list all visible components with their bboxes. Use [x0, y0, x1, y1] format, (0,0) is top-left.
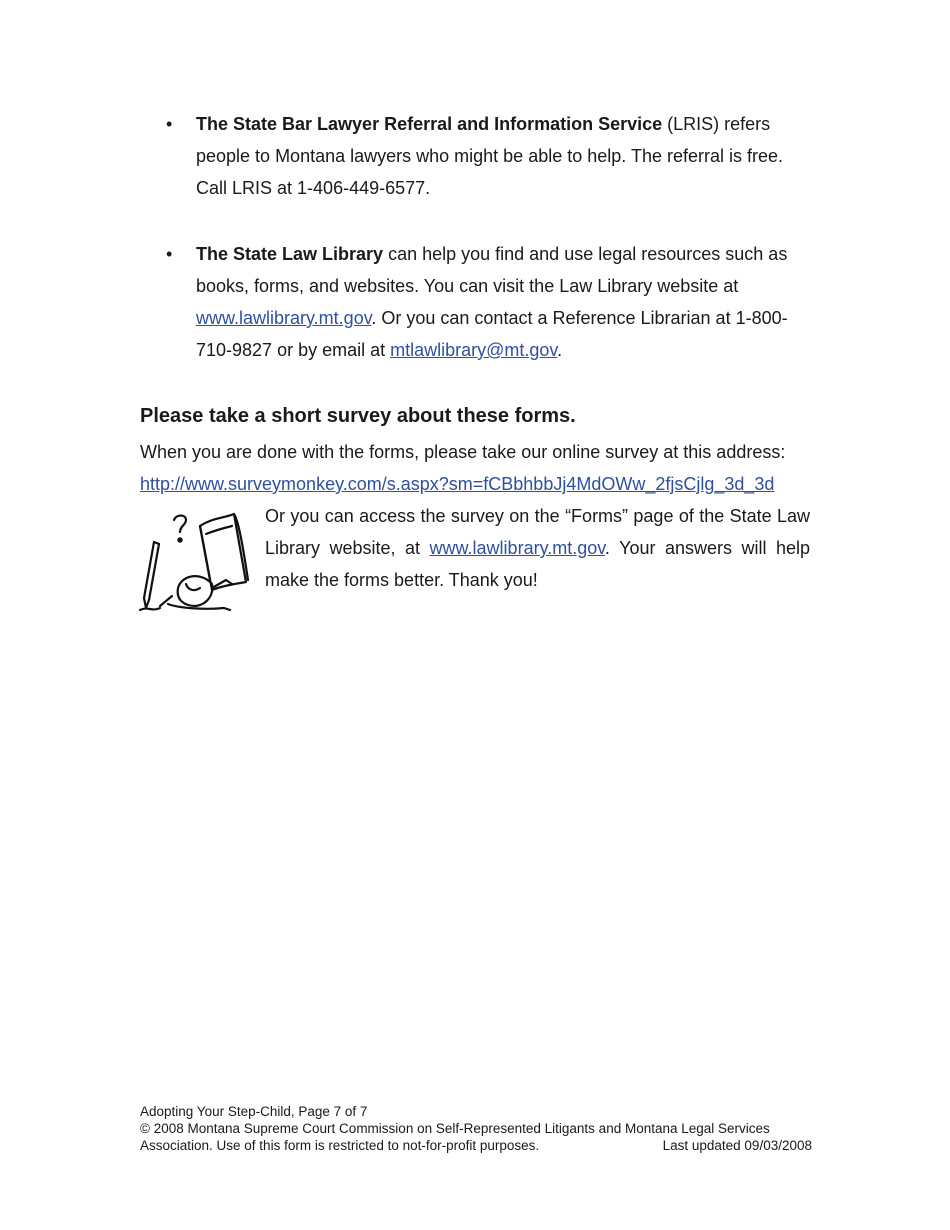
law-library-contact-text: . Or you can contact a Reference Librarian at 1-800-710-9827 or by email at	[196, 308, 788, 360]
survey-access-paragraph	[265, 500, 810, 596]
law-library-title: The State Law Library	[196, 244, 384, 264]
lris-title: The State Bar Lawyer Referral and Information Service	[196, 114, 663, 134]
survey-url-link[interactable]: http://www.surveymonkey.com/s.aspx?sm=fCBbhbbJj4MdOWw_2fjsCjlg_3d_3d	[140, 474, 775, 494]
law-library-email-link[interactable]: mtlawlibrary@mt.gov	[390, 340, 558, 360]
footer-usage-note: Association. Use of this form is restricted to not-for-profit purposes.	[140, 1138, 540, 1153]
law-library-bullet	[166, 238, 816, 366]
law-library-description: can help you find and use legal resources such as books, forms, and websites. You can visit the Law Library website at	[196, 244, 788, 296]
confused-person-illustration-icon	[138, 510, 254, 614]
lris-description: (LRIS) refers people to Montana lawyers who might be able to help. The referral is free. Call LRIS at 1-406-449-6577.	[196, 114, 783, 198]
bullet-dot-icon: •	[166, 244, 173, 264]
bullet-dot-icon: •	[166, 114, 173, 134]
survey-access-text: Or you can access the survey on the “Forms” page of the State Law Library website, at	[265, 506, 810, 558]
footer-last-updated: Last updated 09/03/2008	[662, 1138, 812, 1153]
survey-intro: When you are done with the forms, please take our online survey at this address:	[140, 442, 786, 462]
law-library-end-text: .	[557, 340, 563, 360]
footer-last-row	[140, 1137, 812, 1154]
survey-url-line	[140, 468, 774, 500]
survey-heading: Please take a short survey about these forms.	[140, 405, 576, 427]
footer-page-info: Adopting Your Step-Child, Page 7 of 7	[140, 1104, 368, 1119]
survey-thanks-text: . Your answers will help make the forms better. Thank you!	[265, 538, 810, 590]
lris-bullet	[166, 108, 816, 204]
survey-law-library-link[interactable]: www.lawlibrary.mt.gov	[429, 538, 605, 558]
law-library-website-link[interactable]: www.lawlibrary.mt.gov	[196, 308, 372, 328]
page-footer	[140, 1103, 812, 1154]
footer-copyright: © 2008 Montana Supreme Court Commission on Self-Represented Litigants and Montana Legal Services	[140, 1121, 770, 1136]
